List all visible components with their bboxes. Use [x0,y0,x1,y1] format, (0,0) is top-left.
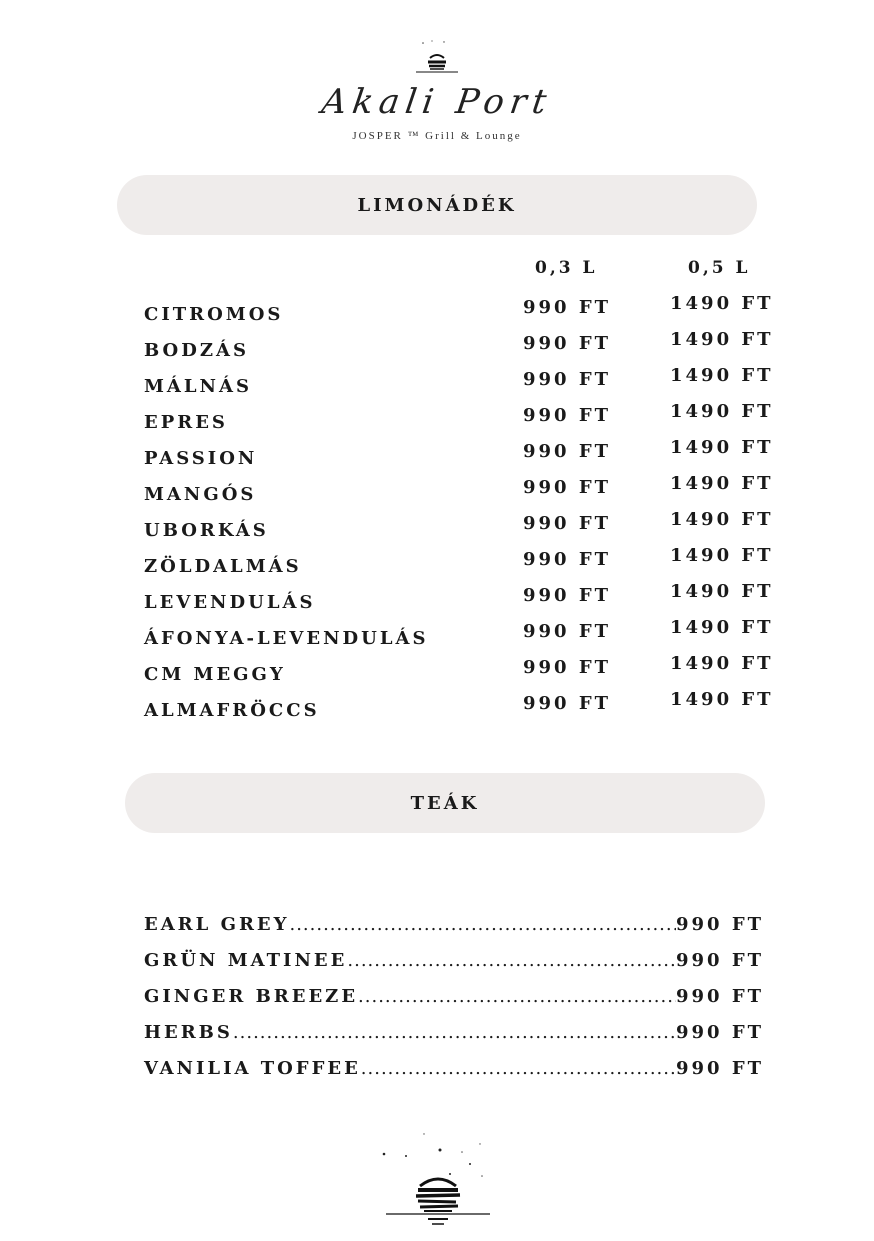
menu-item-row [144,509,784,548]
menu-item-row [144,1022,764,1058]
column-header-large: 0,5 L [688,258,751,278]
brand-name: Akali Port [319,82,555,122]
item-name: HERBS [144,1022,233,1043]
item-price-small: 990 FT [523,477,612,498]
item-name: GRÜN MATINEE [144,950,348,971]
section-title-lemonade: LIMONÁDÉK [357,194,517,216]
item-name: CITROMOS [144,304,284,325]
menu-item-row [144,365,784,404]
item-price-small: 990 FT [523,657,612,678]
menu-item-row [144,437,784,476]
item-price: 990 FT [675,1022,764,1043]
item-price-large: 1490 FT [670,473,774,494]
item-price-small: 990 FT [523,405,612,426]
item-price-large: 1490 FT [670,293,774,314]
dot-leader [361,1058,676,1079]
item-price-small: 990 FT [523,585,612,606]
item-price: 990 FT [675,950,764,971]
item-price-large: 1490 FT [670,401,774,422]
item-price-large: 1490 FT [670,437,774,458]
item-price: 990 FT [675,1058,764,1079]
item-name: ZÖLDALMÁS [144,556,302,577]
menu-item-row [144,329,784,368]
item-name: CM MEGGY [144,664,286,685]
column-header-small: 0,3 L [535,258,598,278]
item-name: EPRES [144,412,228,433]
item-price-small: 990 FT [523,513,612,534]
brand-subtitle: JOSPER ™ Grill & Lounge [352,130,522,142]
tea-list [144,914,764,1094]
item-name: ALMAFRÖCCS [144,700,320,721]
menu-item-row [144,617,784,656]
menu-item-row [144,1058,764,1094]
section-title-tea: TEÁK [410,792,480,814]
item-name: UBORKÁS [144,520,269,541]
menu-item-row [144,545,784,584]
sun-over-water-emblem-icon [380,1128,496,1232]
item-price-large: 1490 FT [670,365,774,386]
menu-item-row [144,689,784,728]
menu-item-row [144,581,784,620]
item-price-large: 1490 FT [670,581,774,602]
item-name: EARL GREY [144,914,290,935]
menu-item-row [144,293,784,332]
item-price-small: 990 FT [523,297,612,318]
item-name: ÁFONYA-LEVENDULÁS [144,628,429,649]
menu-item-row [144,401,784,440]
item-price-small: 990 FT [523,549,612,570]
lemonade-list [144,293,784,728]
item-price-large: 1490 FT [670,329,774,350]
menu-item-row [144,950,764,986]
item-name: LEVENDULÁS [144,592,316,613]
section-banner-lemonade [117,175,757,235]
item-price: 990 FT [675,914,764,935]
item-price-small: 990 FT [523,441,612,462]
item-price-large: 1490 FT [670,617,774,638]
item-price-large: 1490 FT [670,653,774,674]
menu-item-row [144,986,764,1022]
brand-logo [0,38,874,148]
item-price-large: 1490 FT [670,545,774,566]
dot-leader [358,986,676,1007]
menu-item-row [144,914,764,950]
item-price-small: 990 FT [523,693,612,714]
section-banner-tea [125,773,765,833]
dot-leader [233,1022,676,1043]
item-price-small: 990 FT [523,369,612,390]
item-price-large: 1490 FT [670,509,774,530]
item-name: MANGÓS [144,484,257,505]
item-price-small: 990 FT [523,621,612,642]
sun-over-water-logo-icon [410,38,464,78]
item-name: VANILIA TOFFEE [144,1058,361,1079]
item-name: MÁLNÁS [144,376,252,397]
item-price-large: 1490 FT [670,689,774,710]
item-price-small: 990 FT [523,333,612,354]
item-name: PASSION [144,448,258,469]
dot-leader [289,914,676,935]
item-name: BODZÁS [144,340,249,361]
item-name: GINGER BREEZE [144,986,359,1007]
menu-item-row [144,473,784,512]
menu-item-row [144,653,784,692]
dot-leader [347,950,676,971]
item-price: 990 FT [675,986,764,1007]
